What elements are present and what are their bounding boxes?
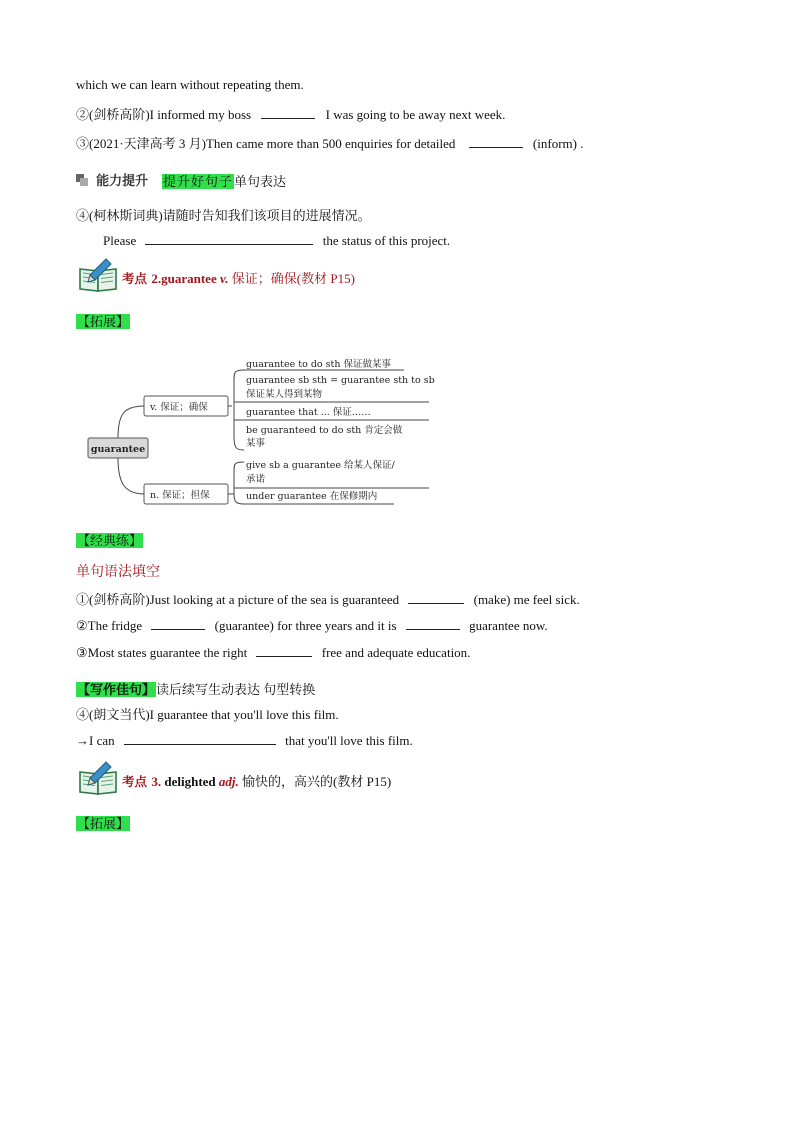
classic-label: 【经典练】 xyxy=(77,533,143,548)
question-text: ③(2021·天津高考 3 月)Then came more than 500 enquiries for detailed xyxy=(76,136,456,151)
mind-item: 承诺 xyxy=(246,474,266,485)
mind-root-label: guarantee xyxy=(90,444,146,455)
key-point-title xyxy=(122,771,391,790)
key-point-prefix: 考点 xyxy=(122,271,152,286)
question-text: (make) me feel sick. xyxy=(473,592,580,607)
writing-label: 【写作佳句】 xyxy=(77,682,156,697)
mind-item: be guaranteed to do sth 肯定会做 xyxy=(246,425,403,436)
writing-title: 读后续写生动表达 句型转换 xyxy=(156,682,316,697)
highlight-tag: 提升好句子 xyxy=(163,174,234,189)
classic-label-row xyxy=(76,530,143,549)
question-text: I was going to be away next week. xyxy=(325,107,506,122)
ability-title-row xyxy=(162,171,286,190)
key-point-meaning: 保证；确保(教材 P15) xyxy=(231,271,355,286)
question-line xyxy=(76,644,470,661)
key-point-number: 2. xyxy=(151,271,162,286)
key-point-word: delighted xyxy=(164,774,216,789)
key-point-title xyxy=(122,268,355,287)
answer-blank[interactable] xyxy=(124,732,276,745)
mind-item: give sb a guarantee 给某人保证/ xyxy=(246,460,395,471)
question-text: (guarantee) for three years and it is xyxy=(214,618,397,633)
question-line xyxy=(76,617,548,634)
mind-item: under guarantee 在保修期内 xyxy=(246,491,378,502)
question-text: ①(剑桥高阶)Just looking at a picture of the sea is guaranteed xyxy=(76,592,400,607)
expand-label xyxy=(76,311,130,330)
expand-label-text: 【拓展】 xyxy=(77,816,130,831)
ability-header xyxy=(76,170,148,189)
question-line xyxy=(76,732,413,749)
guarantee-mind-map xyxy=(84,352,444,512)
ability-icon xyxy=(76,174,88,186)
key-point-prefix: 考点 xyxy=(122,774,152,789)
question-prompt: ④(朗文当代)I guarantee that you'll love this film. xyxy=(76,707,339,722)
answer-blank[interactable] xyxy=(261,106,315,119)
mind-branch-line xyxy=(118,406,144,438)
mind-item: 保证某人得到某物 xyxy=(246,389,323,400)
key-point-pos: v. xyxy=(219,271,229,286)
key-point-meaning: 愉快的，高兴的(教材 P15) xyxy=(242,774,392,789)
question-line xyxy=(76,133,583,152)
question-line xyxy=(76,589,580,608)
text-line: which we can learn without repeating them. xyxy=(76,77,304,92)
answer-blank[interactable] xyxy=(151,617,205,630)
mind-n-node-label: n. 保证；担保 xyxy=(150,490,210,501)
question-text: →I can xyxy=(76,733,115,748)
question-text: the status of this project. xyxy=(322,233,451,248)
question-line xyxy=(76,104,505,123)
mind-branch-line xyxy=(118,458,144,494)
expand-label-row xyxy=(76,813,130,832)
mind-item: guarantee that ... 保证…… xyxy=(246,407,371,418)
mind-bracket xyxy=(234,462,244,504)
key-point-word: guarantee xyxy=(161,271,217,286)
section-title: 单句表达 xyxy=(234,174,287,189)
question-text: (inform) . xyxy=(532,136,584,151)
question-text: ②(剑桥高阶)I informed my boss xyxy=(76,107,252,122)
answer-blank[interactable] xyxy=(469,135,523,148)
question-text: guarantee now. xyxy=(469,618,548,633)
key-point-number: 3. xyxy=(151,774,162,789)
question-text: ③Most states guarantee the right xyxy=(76,645,248,660)
section-title: 单句语法填空 xyxy=(76,565,160,580)
answer-blank[interactable] xyxy=(406,617,460,630)
key-point-pos: adj. xyxy=(218,774,239,789)
answer-blank[interactable] xyxy=(145,232,313,245)
question-text: that you'll love this film. xyxy=(285,733,413,748)
book-pencil-icon xyxy=(76,255,122,293)
answer-blank[interactable] xyxy=(256,644,312,657)
mind-item: guarantee sb sth = guarantee sth to sb xyxy=(246,375,435,386)
question-text: ②The fridge xyxy=(76,618,143,633)
mind-item: guarantee to do sth 保证做某事 xyxy=(246,359,391,370)
question-text: Please xyxy=(103,233,137,248)
expand-label-text: 【拓展】 xyxy=(77,314,130,329)
mind-bracket xyxy=(234,370,244,450)
mind-item: 某事 xyxy=(246,438,266,449)
writing-header xyxy=(76,679,315,698)
question-line xyxy=(103,232,450,249)
ability-label: 能力提升 xyxy=(96,174,149,189)
question-text: free and adequate education. xyxy=(321,645,471,660)
answer-blank[interactable] xyxy=(408,591,464,604)
mind-v-node-label: v. 保证；确保 xyxy=(150,402,208,413)
question-prompt: ④(柯林斯词典)请随时告知我们该项目的进展情况。 xyxy=(76,208,371,223)
book-pencil-icon xyxy=(76,758,122,796)
